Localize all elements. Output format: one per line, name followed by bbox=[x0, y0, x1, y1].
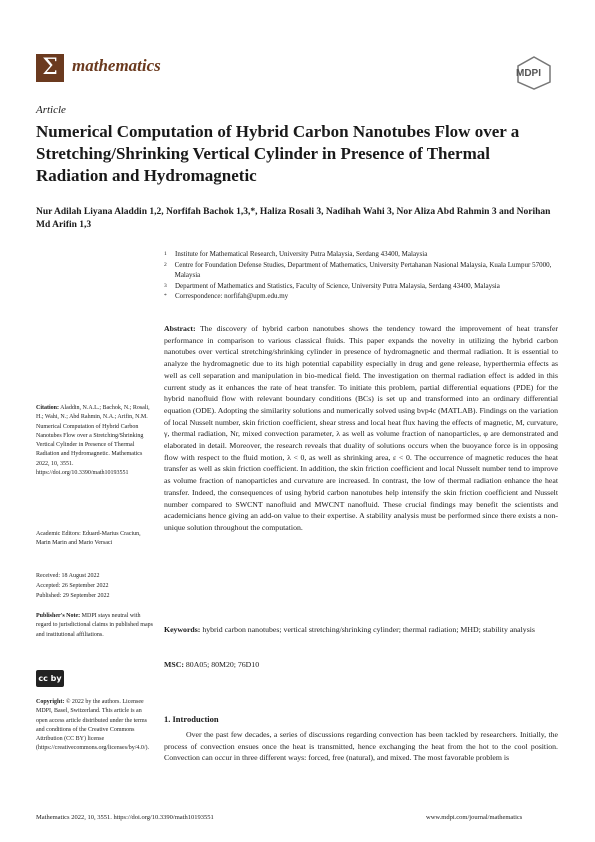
affiliation-number: 1 bbox=[164, 251, 167, 257]
introduction-text: Over the past few decades, a series of discussions regarding convection has been tackled by researchers. Initially, the process of convection ensues once the heat is transmitted, hence exchanging the heat from the hot to the cool position. Convection can occur in three different ways: forced, free (natural), and mixed. The most favorable problem is bbox=[164, 730, 558, 763]
affiliations bbox=[164, 249, 564, 302]
publisher-name: MDPI bbox=[516, 68, 541, 79]
msc-codes bbox=[164, 660, 558, 669]
keywords bbox=[164, 624, 558, 636]
copyright-block bbox=[36, 698, 154, 754]
author-list: Nur Adilah Liyana Aladdin 1,2, Norfifah Bachok 1,3,*, Haliza Rosali 3, Nadihah Wahi 3, Nor Aliza Abd Rahmin 3 and Norihan Md Arifin 1,3 bbox=[36, 207, 551, 230]
affiliation-number: * bbox=[164, 293, 167, 299]
copyright-text: © 2022 by the authors. Licensee MDPI, Basel, Switzerland. This article is an open access article distributed under the terms and conditions of the Creative Commons Attribution (CC BY) license (https://creativecommons.org/licenses/by/4.0/). bbox=[36, 699, 150, 752]
section-heading: 1. Introduction bbox=[164, 714, 219, 724]
msc-label: MSC: bbox=[164, 660, 184, 669]
affiliation-item bbox=[164, 281, 564, 292]
correspondence-email[interactable]: Correspondence: norfifah@upm.edu.my bbox=[175, 292, 289, 300]
abstract bbox=[164, 323, 558, 534]
footer-url[interactable]: www.mdpi.com/journal/mathematics bbox=[426, 814, 523, 821]
footer-citation[interactable]: Mathematics 2022, 10, 3551. https://doi.org/10.3390/math10193551 bbox=[36, 814, 214, 821]
affiliation-text: Department of Mathematics and Statistics, Faculty of Science, University Putra Malaysia, Serdang 43400, Malaysia bbox=[175, 281, 500, 290]
academic-editors: Academic Editors: Eduard-Marius Craciun, Marin Marin and Mario Versaci bbox=[36, 531, 141, 547]
keywords-text: hybrid carbon nanotubes; vertical stretching/shrinking cylinder; thermal radiation; MHD; stability analysis bbox=[202, 625, 535, 634]
journal-name: mathematics bbox=[72, 56, 161, 75]
publisher-note-text: MDPI stays neutral with regard to jurisdictional claims in published maps and institutional affiliations. bbox=[36, 613, 153, 638]
affiliation-number: 2 bbox=[164, 261, 167, 268]
published-date: Published: 29 September 2022 bbox=[36, 593, 110, 599]
paper-title: Numerical Computation of Hybrid Carbon Nanotubes Flow over a Stretching/Shrinking Vertical Cylinder in Presence of Thermal Radiation and Hydromagnetic bbox=[36, 122, 520, 185]
cc-license-icon[interactable]: cc by bbox=[36, 670, 64, 687]
citation-text[interactable]: Aladdin, N.A.L.; Bachok, N.; Rosali, H.; Wahi, N.; Abd Rahmin, N.A.; Arifin, N.M. Numerical Computation of Hybrid Carbon Nanotubes Flow over a Stretching/Shrinking Vertical Cylinder in Presence of Thermal Radiation and Hydromagnetic. Mathematics 2022, 10, 3551. https://doi.org/10.3390/math10193551 bbox=[36, 405, 150, 477]
affiliation-item bbox=[164, 260, 564, 281]
accepted-date: Accepted: 26 September 2022 bbox=[36, 583, 109, 589]
journal-logo: Σ bbox=[36, 54, 64, 82]
publisher-note bbox=[36, 612, 154, 640]
affiliation-item bbox=[164, 291, 564, 302]
affiliation-text: Centre for Foundation Defense Studies, Department of Mathematics, University Pertahanan Nasional Malaysia, Kuala Lumpur 57000, Malaysia bbox=[174, 260, 552, 279]
abstract-label: Abstract: bbox=[164, 324, 196, 333]
article-type: Article bbox=[36, 104, 66, 116]
copyright-label: Copyright: bbox=[36, 699, 65, 705]
affiliation-text: Institute for Mathematical Research, University Putra Malaysia, Serdang 43400, Malaysia bbox=[175, 250, 428, 258]
citation-label: Citation: bbox=[36, 405, 59, 411]
keywords-label: Keywords: bbox=[164, 625, 201, 634]
abstract-text: The discovery of hybrid carbon nanotubes shows the tendency toward the improvement of heat transfer performance in comparison to various classical fluids. This paper expands the novelty in utilizing the hybrid carbon nanotubes over vertical stretching/shrinking cylinder in presence of hydromagnetic and thermal radiation. It is essential to analyze the hydromagnetic due to its high potential capability especially in drug and gene release, hyperthermia effects as well as cell separation and manipulation in bio-medical field. The investigation on thermal radiation effect is added in this current study as it enhances the rate of heat transfer. To initiate this problem, partial differential equations (PDE) for the hybrid nanofluid flow with relevant boundary conditions (BCs) is set up and transformed into an ordinary differential equation (ODE). Adopting the similarity solutions and numerically solved using bvp4c (MATLAB). Findings on the variation of local Nusselt number, skin friction coefficient, shear stress and local heat flux having the effects of magnetic, M, curvature, γ, thermal radiation, Nr, mixed convection parameter, λ as well as volume fraction of nanoparticles, φ are demonstrated and elaborated in detail. Moreover, the research reveals that duality of solutions occurs when the buoyance force is in opposing flow with respect to the fluid motion, λ < 0, as well as shrinking area, ε < 0. The occurrence of magnetic reduces the heat transfer as well as skin friction coefficient. In addition, the skin friction coefficient and local Nusselt number tend to improve as volume fraction of nanoparticles and curvature are increased. In contrast, the low of thermal radiation enhance the heat transfer. Indeed, the consequences of using hybrid carbon nanotubes help intensify the skin friction coefficient and Nusselt number compared to SWCNT nanofluid and MWCNT nanofluid. These crucial findings may benefit the scientists and academicians hence giving an add-on value to their expertise. A stability analysis must be performed since there exists a non-unique solution throughout the computation. bbox=[164, 324, 558, 532]
affiliation-number: 3 bbox=[164, 282, 167, 289]
msc-text: 80A05; 80M20; 76D10 bbox=[185, 660, 260, 669]
affiliation-item bbox=[164, 249, 564, 260]
citation-block bbox=[36, 404, 154, 478]
publisher-note-label: Publisher's Note: bbox=[36, 613, 81, 619]
received-date: Received: 18 August 2022 bbox=[36, 573, 100, 579]
